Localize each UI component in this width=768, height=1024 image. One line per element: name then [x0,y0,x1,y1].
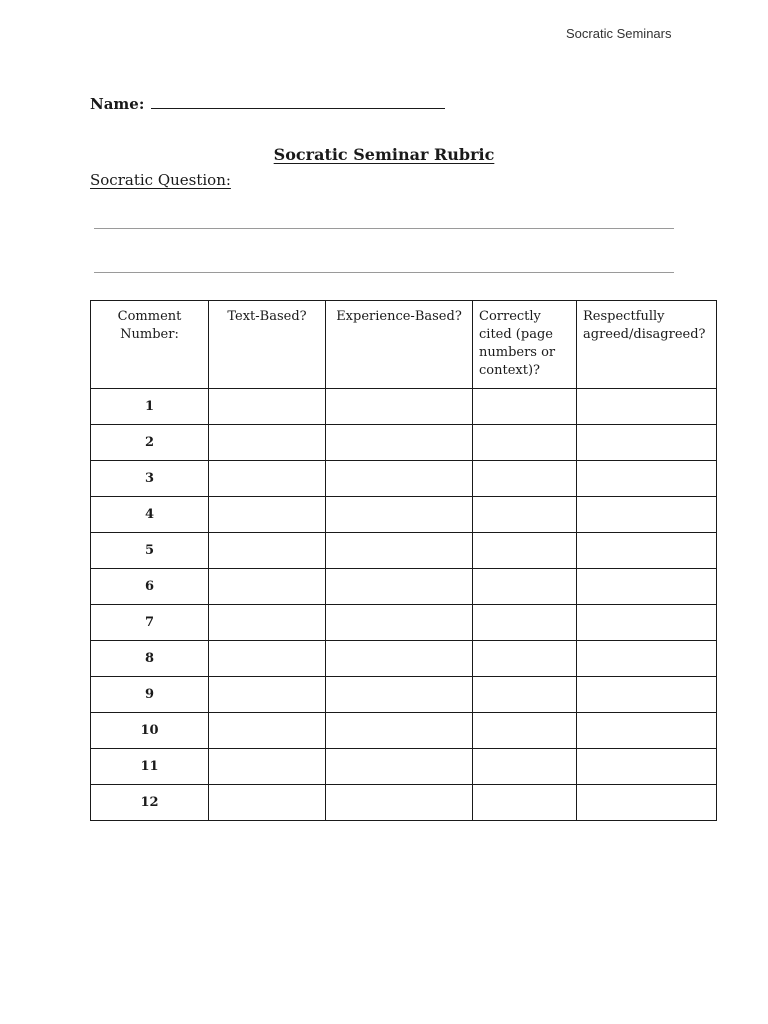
text-based-cell[interactable] [209,641,326,677]
table-row [91,605,717,641]
table-row [91,497,717,533]
comment-number-cell: 6 [91,569,209,605]
experience-based-cell[interactable] [326,749,473,785]
correctly-cited-cell[interactable] [473,785,577,821]
comment-number-cell: 8 [91,641,209,677]
experience-based-cell[interactable] [326,641,473,677]
text-based-cell[interactable] [209,605,326,641]
correctly-cited-cell[interactable] [473,569,577,605]
question-answer-line[interactable] [94,272,674,273]
respectfully-agreed-cell[interactable] [577,533,717,569]
name-label: Name: [90,95,145,113]
comment-number-cell: 2 [91,425,209,461]
experience-based-cell[interactable] [326,713,473,749]
correctly-cited-cell[interactable] [473,497,577,533]
table-row [91,749,717,785]
experience-based-cell[interactable] [326,461,473,497]
comment-number-cell: 4 [91,497,209,533]
table-row [91,461,717,497]
running-header: Socratic Seminars [566,26,672,41]
respectfully-agreed-cell[interactable] [577,785,717,821]
document-title: Socratic Seminar Rubric [273,145,495,164]
experience-based-cell[interactable] [326,785,473,821]
table-row [91,533,717,569]
respectfully-agreed-cell[interactable] [577,749,717,785]
correctly-cited-cell[interactable] [473,605,577,641]
correctly-cited-cell[interactable] [473,749,577,785]
name-line[interactable] [151,94,445,109]
table-row [91,641,717,677]
rubric-header-row [91,301,717,389]
respectfully-agreed-cell[interactable] [577,569,717,605]
column-header-correctly-cited: Correctly cited (page numbers or context)? [473,301,577,389]
experience-based-cell[interactable] [326,389,473,425]
column-header-respectfully-agreed: Respectfully agreed/disagreed? [577,301,717,389]
table-row [91,569,717,605]
comment-number-cell: 10 [91,713,209,749]
experience-based-cell[interactable] [326,677,473,713]
table-row [91,677,717,713]
table-row [91,785,717,821]
rubric-table [90,300,717,821]
table-row [91,425,717,461]
experience-based-cell[interactable] [326,533,473,569]
experience-based-cell[interactable] [326,497,473,533]
text-based-cell[interactable] [209,533,326,569]
text-based-cell[interactable] [209,785,326,821]
correctly-cited-cell[interactable] [473,461,577,497]
comment-number-cell: 3 [91,461,209,497]
correctly-cited-cell[interactable] [473,677,577,713]
respectfully-agreed-cell[interactable] [577,713,717,749]
column-header-comment-number: Comment Number: [91,301,209,389]
respectfully-agreed-cell[interactable] [577,461,717,497]
correctly-cited-cell[interactable] [473,641,577,677]
text-based-cell[interactable] [209,749,326,785]
text-based-cell[interactable] [209,677,326,713]
table-row [91,713,717,749]
name-row [90,94,445,113]
comment-number-cell: 11 [91,749,209,785]
respectfully-agreed-cell[interactable] [577,497,717,533]
correctly-cited-cell[interactable] [473,425,577,461]
respectfully-agreed-cell[interactable] [577,605,717,641]
respectfully-agreed-cell[interactable] [577,425,717,461]
experience-based-cell[interactable] [326,425,473,461]
column-header-experience-based: Experience-Based? [326,301,473,389]
correctly-cited-cell[interactable] [473,389,577,425]
experience-based-cell[interactable] [326,605,473,641]
question-answer-line[interactable] [94,228,674,229]
respectfully-agreed-cell[interactable] [577,389,717,425]
table-row [91,389,717,425]
text-based-cell[interactable] [209,497,326,533]
text-based-cell[interactable] [209,461,326,497]
text-based-cell[interactable] [209,425,326,461]
correctly-cited-cell[interactable] [473,713,577,749]
correctly-cited-cell[interactable] [473,533,577,569]
text-based-cell[interactable] [209,713,326,749]
column-header-text-based: Text-Based? [209,301,326,389]
comment-number-cell: 7 [91,605,209,641]
socratic-question-label: Socratic Question: [90,171,231,189]
respectfully-agreed-cell[interactable] [577,641,717,677]
comment-number-cell: 1 [91,389,209,425]
text-based-cell[interactable] [209,569,326,605]
respectfully-agreed-cell[interactable] [577,677,717,713]
comment-number-cell: 9 [91,677,209,713]
comment-number-cell: 12 [91,785,209,821]
text-based-cell[interactable] [209,389,326,425]
experience-based-cell[interactable] [326,569,473,605]
comment-number-cell: 5 [91,533,209,569]
